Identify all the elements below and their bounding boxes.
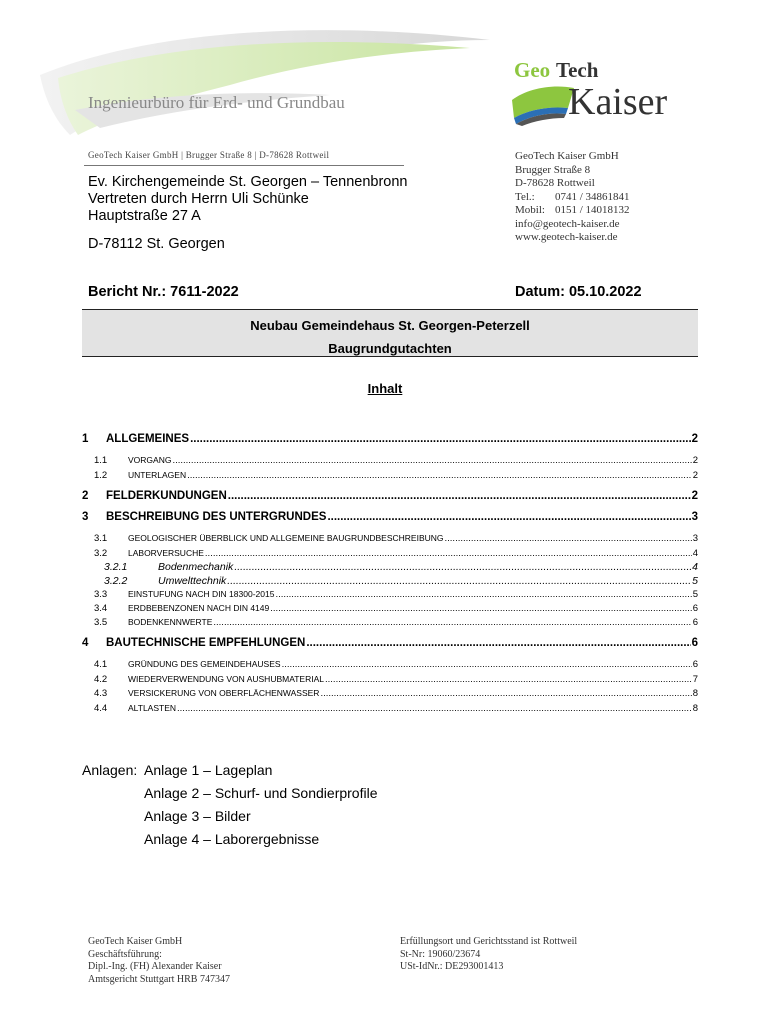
company-mobile: Mobil: 0151 / 14018132 [515,204,630,216]
company-name: GeoTech Kaiser GmbH [515,150,619,162]
footer-line: USt-IdNr.: DE293001413 [400,961,504,972]
toc-entry[interactable]: 3.2.2 Umwelttechnik ..... 5 [82,575,698,587]
footer-company-info [88,936,230,986]
company-contact-block [515,150,630,245]
footer-line: Amtsgericht Stuttgart HRB 747347 [88,973,230,985]
report-number: Bericht Nr.: 7611-2022 [88,284,239,300]
recipient-line: Hauptstraße 27 A [88,208,201,224]
toc-entry[interactable]: 1.2 UNTERLAGEN ..... 2 [82,470,698,481]
toc-entry[interactable]: 4.1 GRÜNDUNG DES GEMEINDEHAUSES ..... 6 [82,659,698,670]
sender-return-address: GeoTech Kaiser GmbH | Brugger Straße 8 | D-78628 Rottweil [88,150,330,160]
toc-entry[interactable]: 3.1 GEOLOGISCHER ÜBERBLICK UND ALLGEMEINE BAUGRUNDBESCHREIBUNG ..... 3 [82,533,698,544]
footer-legal-info [400,936,577,974]
document-subtitle: Baugrundgutachten [328,341,452,356]
toc-entry[interactable]: 4.3 VERSICKERUNG VON OBERFLÄCHENWASSER ..... 8 [82,688,698,699]
header-swoosh-graphic [0,0,520,150]
toc-entry[interactable]: 4 BAUTECHNISCHE EMPFEHLUNGEN ..... 6 [82,637,698,649]
footer-line: St-Nr: 19060/23674 [400,948,481,960]
footer-line: GeoTech Kaiser GmbH [88,936,183,947]
sender-divider [84,165,404,166]
company-street: Brugger Straße 8 [515,163,591,176]
company-city: D-78628 Rottweil [515,177,595,189]
toc-entry[interactable]: 1.1 VORGANG ..... 2 [82,455,698,466]
attachment-item: Anlage 2 – Schurf- und Sondierprofile [144,785,378,801]
footer-line: Erfüllungsort und Gerichtsstand ist Rottweil [400,936,578,947]
toc-entry[interactable]: 1 ALLGEMEINES ..... 2 [82,433,698,445]
toc-entry[interactable]: 3.5 BODENKENNWERTE ..... 6 [82,617,698,628]
attachment-item: Anlage 3 – Bilder [144,808,251,824]
company-email[interactable]: info@geotech-kaiser.de [515,217,620,230]
toc-entry[interactable]: 3 BESCHREIBUNG DES UNTERGRUNDES ..... 3 [82,511,698,523]
attachment-item: Anlage 4 – Laborergebnisse [144,831,320,847]
logo-text-kaiser: Kaiser [568,81,668,123]
toc-entry[interactable]: 2 FELDERKUNDUNGEN ..... 2 [82,490,698,502]
company-phone: Tel.: 0741 / 34861841 [515,190,630,203]
toc-entry[interactable]: 3.3 EINSTUFUNG NACH DIN 18300-2015 ..... 5 [82,589,698,600]
company-website[interactable]: www.geotech-kaiser.de [515,231,618,243]
toc-entry[interactable]: 3.2 LABORVERSUCHE ..... 4 [82,548,698,559]
toc-entry[interactable]: 4.2 WIEDERVERWENDUNG VON AUSHUBMATERIAL ..... 7 [82,674,698,685]
recipient-line: Vertreten durch Herrn Uli Schünke [88,191,309,207]
toc-entry[interactable]: 4.4 ALTLASTEN ..... 8 [82,703,698,714]
logo-text-geo: Geo [514,58,551,82]
report-date: Datum: 05.10.2022 [515,284,642,300]
recipient-address [88,174,407,225]
attachments-label: Anlagen: [82,762,138,778]
attachment-item: Anlage 1 – Lageplan [144,762,273,778]
footer-line: Dipl.-Ing. (FH) Alexander Kaiser [88,961,222,972]
toc-entry[interactable]: 3.2.1 Bodenmechanik ..... 4 [82,561,698,573]
toc-heading: Inhalt [367,381,403,396]
logo-text-tech: Tech [556,58,599,82]
document-title: Neubau Gemeindehaus St. Georgen-Peterzell [250,318,530,333]
footer-line: Geschäftsführung: [88,948,162,960]
document-title-box [82,309,698,357]
recipient-line: Ev. Kirchengemeinde St. Georgen – Tennenbronn [88,174,408,190]
toc-entry[interactable]: 3.4 ERDBEBENZONEN NACH DIN 4149 ..... 6 [82,603,698,614]
company-tagline: Ingenieurbüro für Erd- und Grundbau [88,93,345,112]
recipient-city: D-78112 St. Georgen [88,236,225,252]
